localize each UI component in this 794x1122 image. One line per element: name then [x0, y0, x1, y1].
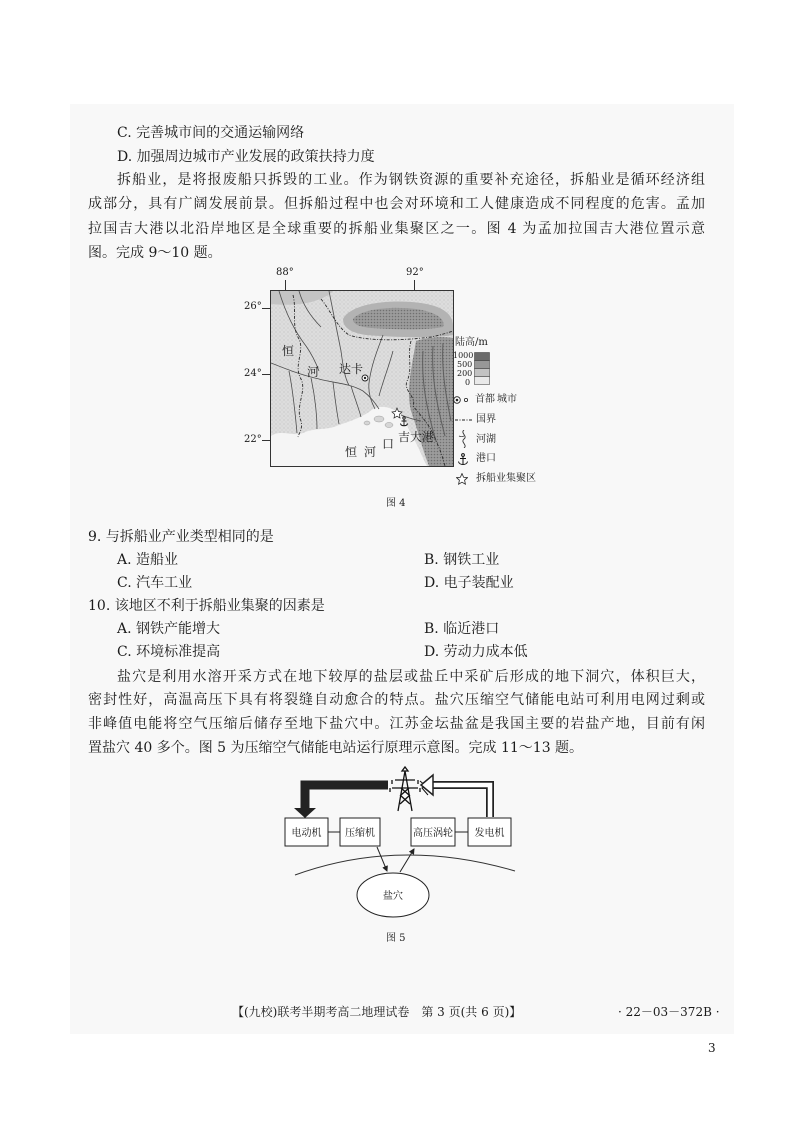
lon-label-92: 92°: [406, 267, 424, 278]
cavern-label: 盐穴: [383, 891, 403, 902]
passage1-line-1: 拆船业，是将报废船只拆毁的工业。作为钢铁资源的重要补充途径，拆船业是循环经济组: [117, 172, 705, 188]
map-label-chittagong: 吉大港: [398, 430, 435, 444]
legend-river-lake: 河湖: [476, 434, 496, 445]
option-d-prev: D. 加强周边城市产业发展的政策扶持力度: [117, 149, 375, 165]
legend-city: 城市: [497, 394, 517, 405]
generator-label: 发电机: [474, 828, 505, 839]
figure5-caption: 图 5: [386, 933, 406, 944]
anchor-icon: [457, 453, 469, 466]
q10-stem: 10. 该地区不利于拆船业集聚的因素是: [88, 598, 325, 614]
legend-elevation-title: 陆高/m: [455, 337, 488, 348]
q10-option-d: D. 劳动力成本低: [424, 644, 528, 660]
cluster-star-icon: [456, 473, 468, 485]
map-label-he-north: 河: [307, 365, 320, 379]
q9-option-c: C. 汽车工业: [117, 575, 193, 591]
legend-border: 国界: [476, 414, 496, 425]
q10-option-a: A. 钢铁产能增大: [117, 621, 221, 637]
border-line-icon: [455, 417, 472, 423]
lon-label-88: 88°: [276, 267, 294, 278]
legend-elevation-200: 200: [457, 369, 473, 378]
lat-label-26: 26°: [244, 301, 262, 312]
legend-elevation-500: 500: [457, 360, 473, 369]
figure4-caption: 图 4: [386, 498, 406, 509]
q9-option-d: D. 电子装配业: [424, 575, 514, 591]
map-label-heng-mouth: 恒: [345, 445, 358, 459]
footer-title: 【(九校)联考半期考高二地理试卷 第 3 页(共 6 页)】: [232, 1005, 522, 1019]
river-lake-icon: [456, 430, 472, 448]
passage2-line-1: 盐穴是利用水溶开采方式在地下较厚的盐层或盐丘中采矿后形成的地下洞穴，体积巨大，: [117, 669, 705, 685]
figure5-diagram: [280, 765, 520, 930]
option-c-prev: C. 完善城市间的交通运输网络: [117, 125, 305, 141]
legend-elevation-1000: 1000: [453, 351, 474, 360]
q9-option-b: B. 钢铁工业: [424, 552, 500, 568]
lat-label-22: 22°: [244, 434, 262, 445]
arrow-compressor-to-cavern: [377, 847, 387, 871]
legend-cluster: 拆船业集聚区: [476, 473, 536, 484]
legend-elevation-0: 0: [465, 378, 471, 387]
passage1-line-3: 拉国吉大港以北沿岸地区是全球重要的拆船业集聚区之一。图 4 为孟加拉国吉大港位置示意: [88, 221, 705, 237]
passage2-line-4: 置盐穴 40 多个。图 5 为压缩空气储能电站运行原理示意图。完成 11～13 题。: [88, 740, 584, 756]
page-number: 3: [708, 1041, 716, 1055]
legend-port: 港口: [476, 453, 496, 464]
lat-label-24: 24°: [244, 368, 262, 379]
motor-label: 电动机: [291, 828, 322, 839]
compressor-label: 压缩机: [345, 828, 375, 839]
footer-code: · 22－03－372B ·: [618, 1005, 720, 1019]
map-label-heng-north: 恒: [282, 344, 295, 358]
capital-city-icon: [453, 395, 473, 405]
turbine-label: 高压涡轮: [413, 828, 453, 839]
arrow-cavern-to-turbine: [400, 849, 414, 872]
q9-stem: 9. 与拆船业产业类型相同的是: [88, 529, 274, 545]
power-tower-icon: [390, 767, 420, 811]
map-label-dhaka: 达卡: [339, 362, 364, 376]
q10-option-c: C. 环境标准提高: [117, 644, 221, 660]
map-label-kou: 口: [382, 437, 395, 451]
q10-option-b: B. 临近港口: [424, 621, 500, 637]
elevation-scale-icon: [474, 352, 490, 386]
passage1-line-4: 图。完成 9～10 题。: [88, 245, 222, 261]
q9-option-a: A. 造船业: [117, 552, 179, 568]
passage2-line-2: 密封性好，高温高压下具有将裂缝自动愈合的特点。盐穴压缩空气储能电站可利用电网过剩或: [88, 692, 705, 708]
arrow-generator-to-grid: [421, 775, 490, 817]
ground-surface-line: [295, 855, 515, 875]
passage1-line-2: 成部分，具有广阔发展前景。但拆船过程中也会对环境和工人健康造成不同程度的危害。孟加: [88, 196, 705, 212]
passage2-line-3: 非峰值电能将空气压缩后储存至地下盐穴中。江苏金坛盐盆是我国主要的岩盐产地，目前有闲: [88, 716, 705, 732]
arrow-grid-to-motor: [294, 785, 388, 818]
legend-capital: 首都: [475, 394, 495, 405]
map-label-he-mouth: 河: [364, 445, 377, 459]
